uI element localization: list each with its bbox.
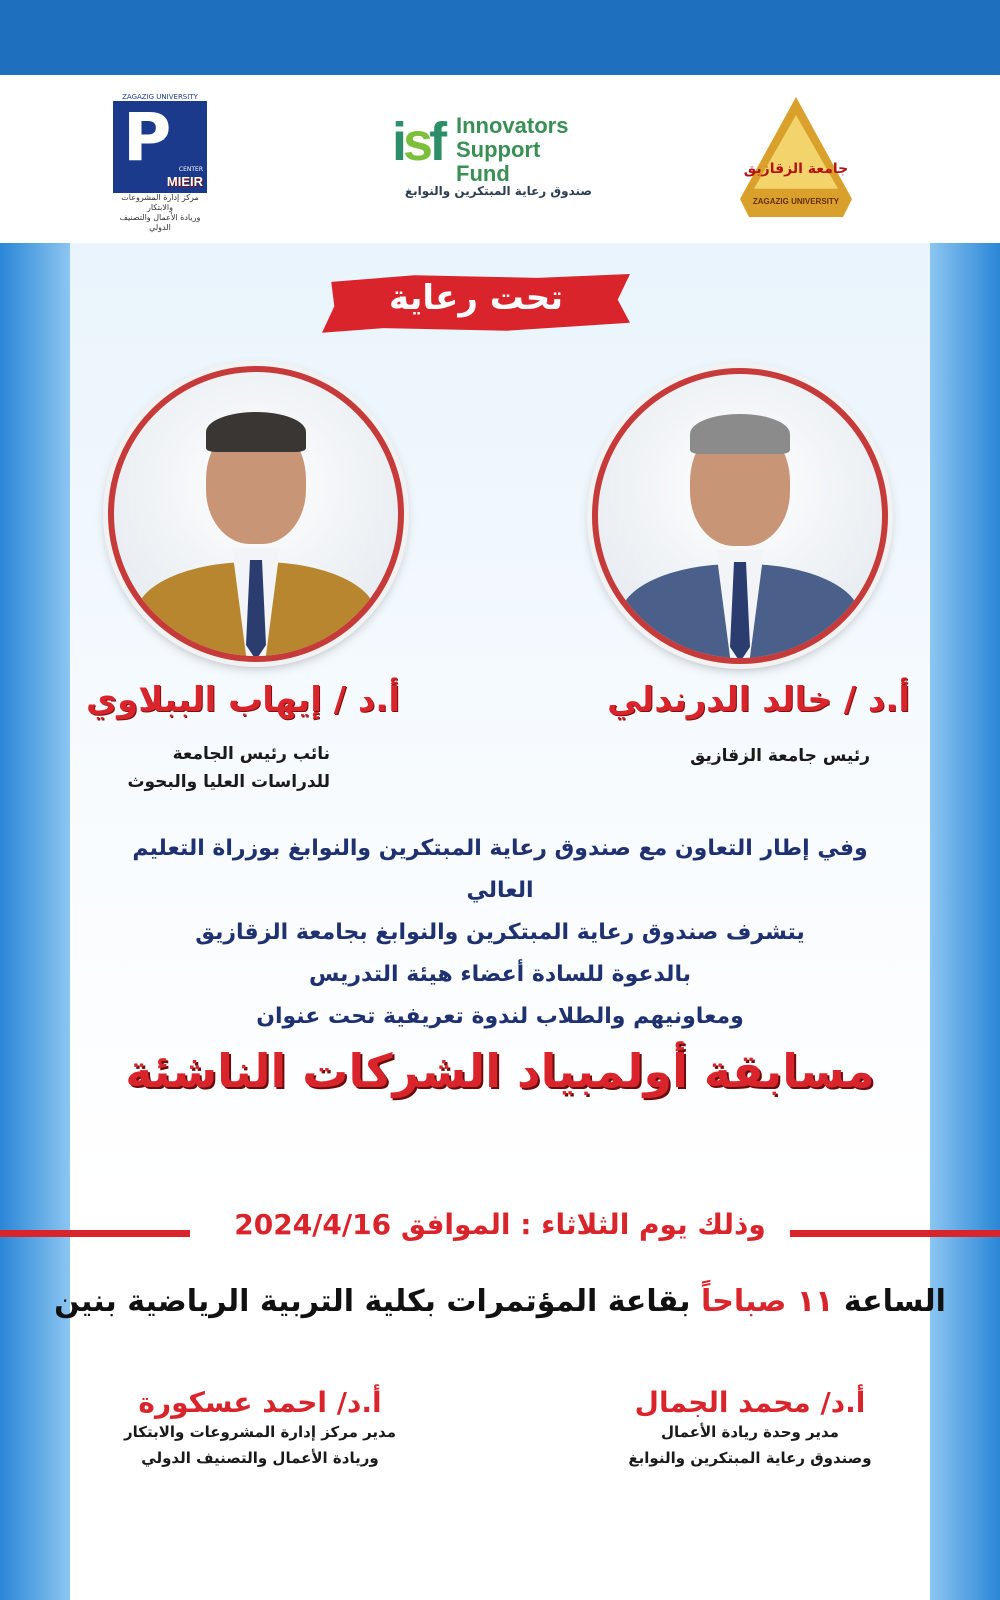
signatory-2-name: أ.د/ احمد عسكورة xyxy=(138,1386,382,1419)
venue-suffix: بقاعة المؤتمرات بكلية التربية الرياضية بنين xyxy=(54,1284,691,1319)
signatory-1-title-line-1: مدير وحدة ريادة الأعمال xyxy=(661,1423,839,1441)
signatory-2-title-line-1: مدير مركز إدارة المشروعات والابتكار xyxy=(123,1423,397,1441)
venue-time: ١١ صباحاً xyxy=(700,1284,834,1319)
invitation-line-1: وفي إطار التعاون مع صندوق رعاية المبتكرين والنوابغ بوزراة التعليم العالي xyxy=(132,836,868,903)
mieir-subtitle-line-1: مركز إدارة المشروعات والابتكار xyxy=(121,193,199,212)
invitation-line-2: يتشرف صندوق رعاية المبتكرين والنوابغ بجامعة الزقازيق xyxy=(195,920,805,945)
patron-2-name: أ.د / إيهاب الببلاوي xyxy=(85,680,400,720)
mieir-mark xyxy=(113,101,207,193)
zagazig-arabic-name: جامعة الزقازيق xyxy=(743,161,849,177)
isf-arabic-name: صندوق رعاية المبتكرين والنوابغ xyxy=(404,184,592,198)
mieir-top-text: ZAGAZIG UNIVERSITY xyxy=(122,93,198,101)
signatory-1-name: أ.د/ محمد الجمال xyxy=(634,1386,866,1419)
invitation-line-4: ومعاونيهم والطلاب لندوة تعريفية تحت عنوان xyxy=(256,1004,744,1029)
invitation-line-3: بالدعوة للسادة أعضاء هيئة التدريس xyxy=(309,962,691,987)
event-headline: مسابقة أولمبياد الشركات الناشئة xyxy=(125,1044,875,1098)
isf-logo xyxy=(392,112,602,207)
zagazig-university-logo xyxy=(740,97,852,222)
mieir-center-word: CENTER xyxy=(178,166,203,173)
portrait-hair xyxy=(690,414,790,454)
patron-2-title-line-2: للدراسات العليا والبحوث xyxy=(127,772,330,792)
venue-prefix: الساعة xyxy=(843,1284,946,1319)
mieir-subtitle-line-2: وريادة الأعمال والتصنيف الدولي xyxy=(119,213,201,232)
mieir-logo xyxy=(110,92,210,232)
signatory-1 xyxy=(600,1386,900,1471)
mieir-name: MIEIR xyxy=(166,174,203,189)
portrait-president xyxy=(592,368,888,664)
date-rule-right xyxy=(790,1230,1000,1237)
event-venue xyxy=(40,1284,960,1319)
invitation-paragraph xyxy=(100,828,900,1038)
signatory-2-title-line-2: وريادة الأعمال والتصنيف الدولي xyxy=(141,1449,379,1467)
signatory-1-title-line-2: وصندوق رعاية المبتكرين والنوابغ xyxy=(628,1449,872,1467)
date-rule-left xyxy=(0,1230,190,1237)
patron-1-title: رئيس جامعة الزقازيق xyxy=(690,746,870,766)
isf-monogram: isf xyxy=(392,112,444,172)
mieir-p-glyph: P xyxy=(123,99,172,176)
patron-2-title-line-1: نائب رئيس الجامعة xyxy=(172,744,330,764)
isf-word-support: Support xyxy=(456,137,541,162)
signatory-2 xyxy=(100,1386,420,1471)
patron-1-name: أ.د / خالد الدرندلي xyxy=(607,680,910,720)
portrait-vice-president xyxy=(108,366,404,662)
zagazig-english-name: ZAGAZIG UNIVERSITY xyxy=(752,197,840,206)
isf-word-fund: Fund xyxy=(456,161,510,186)
left-decorative-stripe xyxy=(0,243,70,1600)
patronage-banner-text: تحت رعاية xyxy=(388,278,564,318)
isf-word-innovators: Innovators xyxy=(456,113,569,138)
top-blue-bar xyxy=(0,0,1000,75)
portrait-hair xyxy=(206,412,306,452)
event-date: وذلك يوم الثلاثاء : الموافق 2024/4/16 xyxy=(234,1208,766,1241)
right-decorative-stripe xyxy=(930,243,1000,1600)
